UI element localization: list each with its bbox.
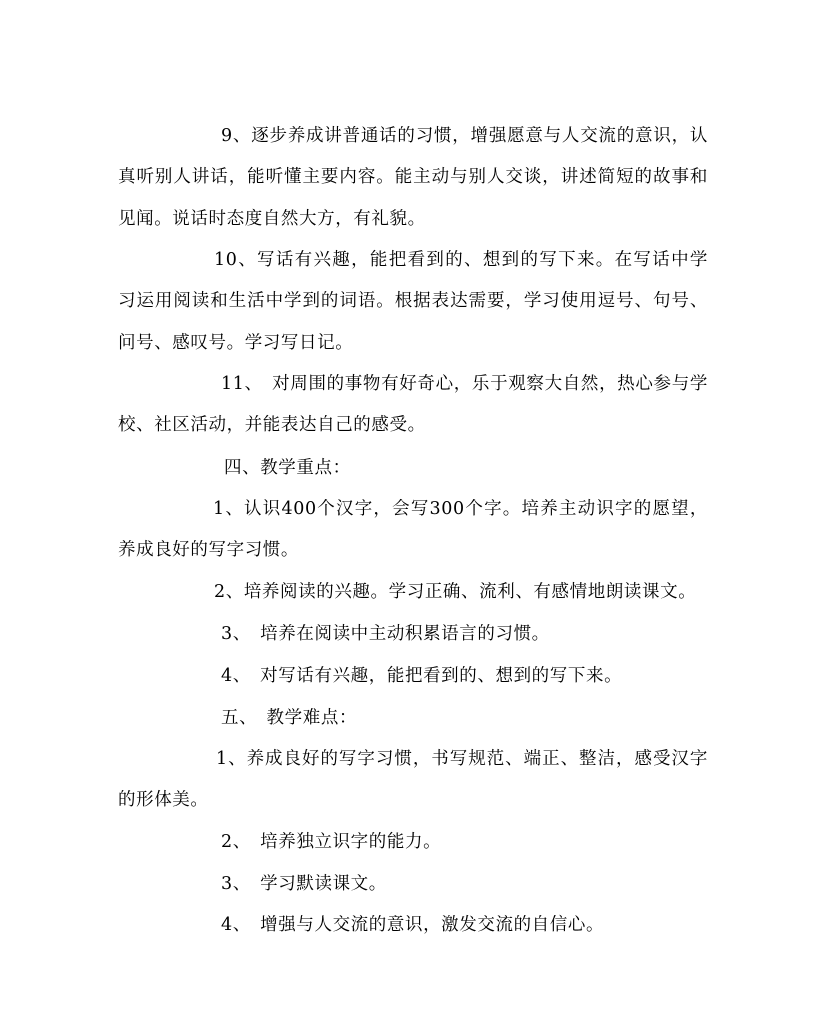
difficulty-2: 2、 培养独立识字的能力。: [221, 831, 442, 852]
section-heading-key-points: 四、教学重点：: [224, 457, 351, 478]
key-point-4: 4、 对写话有兴趣，能把看到的、想到的写下来。: [221, 665, 623, 686]
paragraph-goal-9: 9、逐步养成讲普通话的习惯，增强愿意与人交流的意识，认真听别人讲话，能听懂主要内容。能主动与别人交谈，讲述简短的故事和见闻。说话时态度自然大方，有礼貌。: [118, 125, 708, 229]
key-point-3: 3、 培养在阅读中主动积累语言的习惯。: [221, 623, 550, 644]
difficulty-3: 3、 学习默读课文。: [221, 873, 387, 894]
difficulty-4: 4、 增强与人交流的意识，激发交流的自信心。: [221, 914, 605, 935]
difficulty-1: 1、养成良好的写字习惯，书写规范、端正、整洁，感受汉字的形体美。: [118, 748, 708, 810]
section-heading-difficulties: 五、 教学难点：: [221, 707, 358, 728]
key-point-1: 1、认识400个汉字，会写300个字。培养主动识字的愿望，养成良好的写字习惯。: [118, 498, 708, 560]
paragraph-goal-11: 11、 对周围的事物有好奇心，乐于观察大自然，热心参与学校、社区活动，并能表达自己的感受。: [118, 373, 708, 435]
key-point-2: 2、培养阅读的兴趣。学习正确、流利、有感情地朗读课文。: [214, 581, 697, 602]
paragraph-goal-10: 10、写话有兴趣，能把看到的、想到的写下来。在写话中学习运用阅读和生活中学到的词语。根据表达需要，学习使用逗号、句号、问号、感叹号。学习写日记。: [118, 249, 708, 353]
